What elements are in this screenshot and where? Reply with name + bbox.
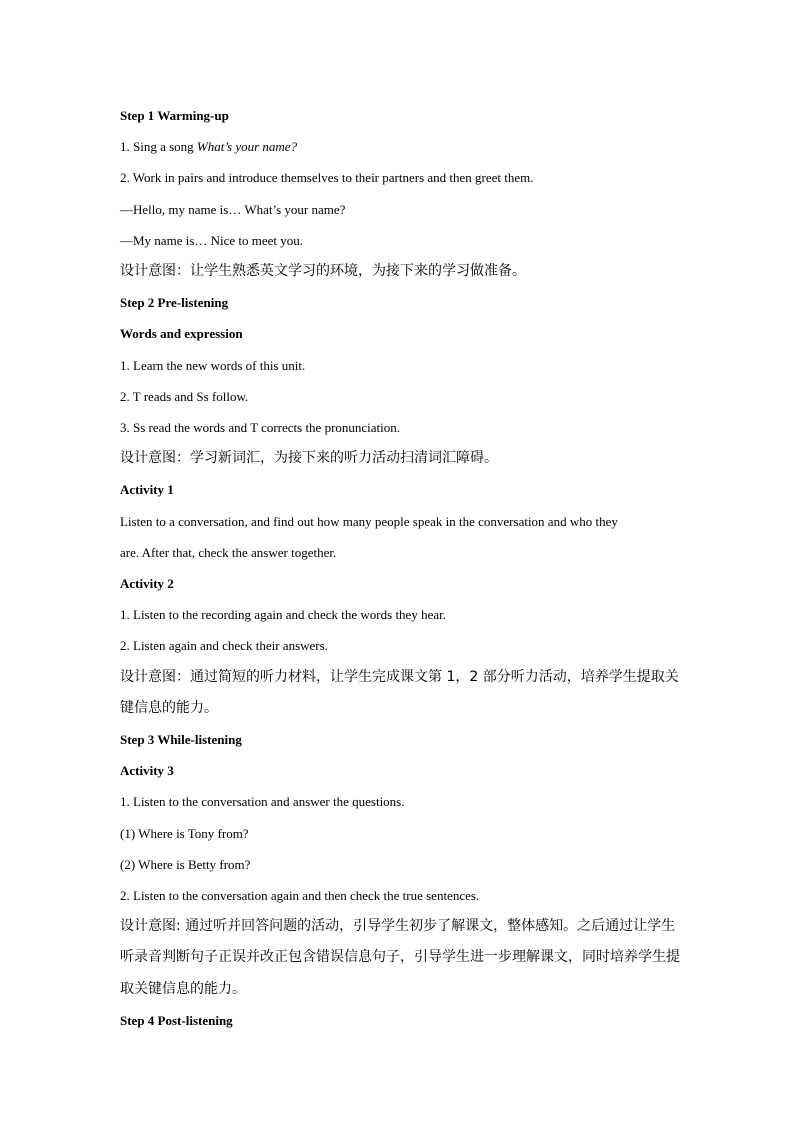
activity2-intent-line-1: 设计意图：通过简短的听力材料，让学生完成课文第 1，2 部分听力活动，培养学生提取关 bbox=[120, 668, 679, 685]
step2-item-2: 2. T reads and Ss follow. bbox=[120, 388, 249, 404]
activity2-item-2: 2. Listen again and check their answers. bbox=[120, 638, 328, 654]
step3-intent-line-1: 设计意图: 通过听并回答问题的活动，引导学生初步了解课文，整体感知。之后通过让学生 bbox=[120, 918, 676, 935]
activity2-intent-line-2: 键信息的能力。 bbox=[120, 699, 218, 716]
step3-intent-line-3: 取关键信息的能力。 bbox=[120, 980, 246, 997]
step2-item-1: 1. Learn the new words of this unit. bbox=[120, 357, 306, 373]
step1-item-1-text: 1. Sing a song bbox=[120, 139, 197, 155]
step3-heading: Step 3 While-listening bbox=[120, 732, 242, 748]
step1-item-1 bbox=[120, 131, 680, 162]
dialog-line-1: —Hello, my name is… What’s your name? bbox=[120, 201, 346, 217]
step1-intent: 设计意图：让学生熟悉英文学习的环境，为接下来的学习做准备。 bbox=[120, 263, 526, 280]
document-body bbox=[120, 100, 680, 1036]
activity2-heading: Activity 2 bbox=[120, 576, 174, 592]
step2-intent: 设计意图：学习新词汇，为接下来的听力活动扫清词汇障碍。 bbox=[120, 450, 498, 467]
step2-heading: Step 2 Pre-listening bbox=[120, 295, 229, 311]
activity1-text-line-1: Listen to a conversation, and find out how many people speak in the conversation and who they bbox=[120, 513, 618, 529]
step3-question-2: (2) Where is Betty from? bbox=[120, 856, 251, 872]
words-expression-heading: Words and expression bbox=[120, 326, 243, 342]
step3-intent-line-2: 听录音判断句子正误并改正包含错误信息句子，引导学生进一步理解课文，同时培养学生提 bbox=[120, 949, 680, 966]
step1-heading: Step 1 Warming-up bbox=[120, 108, 229, 123]
step3-item-1: 1. Listen to the conversation and answer the questions. bbox=[120, 794, 405, 810]
activity1-heading: Activity 1 bbox=[120, 482, 174, 498]
step4-heading: Step 4 Post-listening bbox=[120, 1012, 233, 1028]
step3-question-1: (1) Where is Tony from? bbox=[120, 825, 249, 841]
song-title: What’s your name? bbox=[196, 139, 298, 155]
activity1-text-line-2: are. After that, check the answer together. bbox=[120, 544, 337, 560]
dialog-line-2: —My name is… Nice to meet you. bbox=[120, 232, 304, 248]
step1-item-2: 2. Work in pairs and introduce themselves to their partners and then greet them. bbox=[120, 170, 534, 186]
step2-item-3: 3. Ss read the words and T corrects the pronunciation. bbox=[120, 420, 401, 436]
step3-item-2: 2. Listen to the conversation again and then check the true sentences. bbox=[120, 888, 480, 904]
activity3-heading: Activity 3 bbox=[120, 763, 174, 779]
activity2-item-1: 1. Listen to the recording again and check the words they hear. bbox=[120, 607, 446, 623]
